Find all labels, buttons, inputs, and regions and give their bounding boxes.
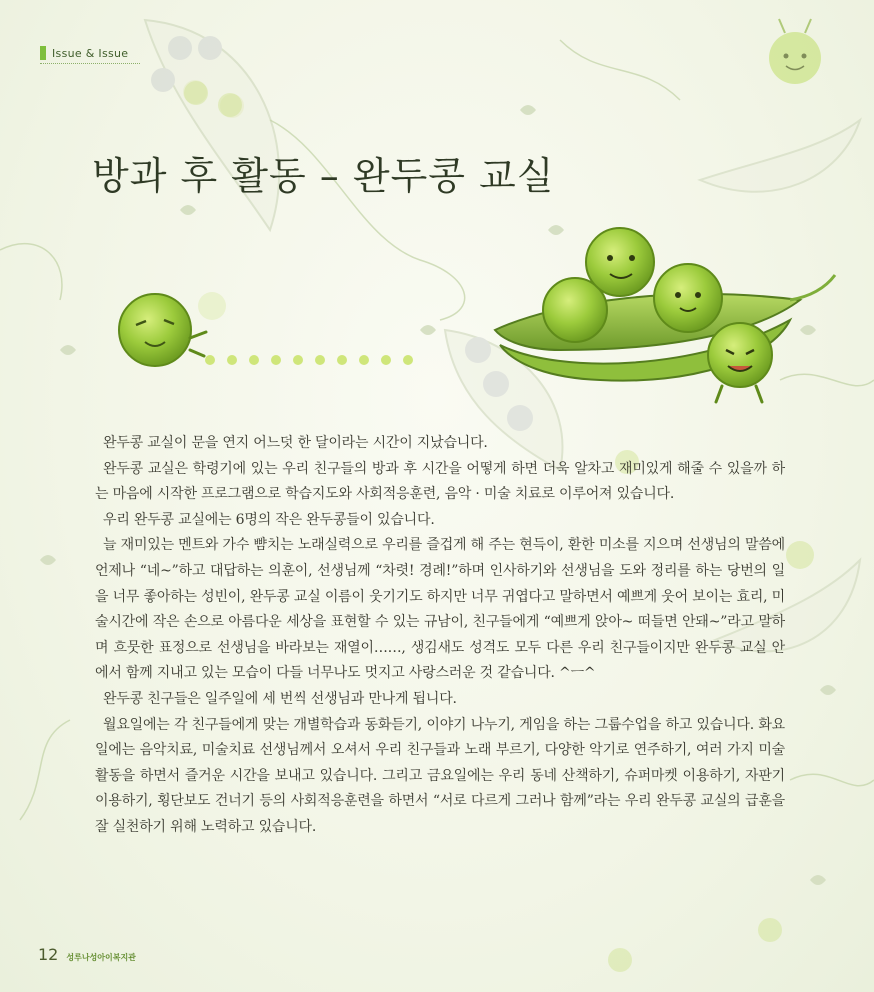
- paragraph: 완두콩 교실은 학령기에 있는 우리 친구들의 방과 후 시간을 어떻게 하면 더욱 알차고 재미있게 해줄 수 있을까 하는 마음에 시작한 프로그램으로 학습지도와 사회적응훈련, 음악 · 미술 치료로 이루어져 있습니다.: [95, 460, 785, 503]
- article-body: [95, 431, 785, 841]
- section-marker: [40, 46, 46, 60]
- pea-character-icon-running: [119, 292, 226, 366]
- paragraph: 완두콩 친구들은 일주일에 세 번씩 선생님과 만나게 됩니다.: [103, 690, 457, 707]
- section-tag: [40, 44, 128, 62]
- pea-character-icon-right: [708, 323, 772, 402]
- publication-name: 성루나성아이복지관: [66, 953, 136, 962]
- paragraph: 늘 재미있는 멘트와 가수 뺨치는 노래실력으로 우리를 즐겁게 해 주는 현득이, 환한 미소를 지으며 선생님의 말씀에 언제나 “네~”하고 대답하는 의훈이, 선생님께 “차렷! 경례!”하며 인사하기와 선생님을 도와 정리를 하는 당번의 일을 너무 좋아하는 성빈이, 완두콩 교실 이름이 웃기기도 하지만 너무 귀엽다고 말하면서 예쁘게 웃어 보이는 효리, 미술시간에 작은 손으로 아름다운 세상을 표현할 수 있는 규남이, 친구들에게 “예쁘게 앉아~ 떠들면 안돼~”라고 말하며 흐뭇한 표정으로 선생님을 바라보는 재열이……, 생김새도 성격도 모두 다른 우리 친구들이지만 완두콩 교실 안에서 함께 지내고 있는 모습이 다들 너무나도 멋지고 사랑스러운 것 같습니다. ^ㅡ^: [95, 537, 785, 682]
- page-title: 방과 후 활동 – 완두콩 교실: [92, 154, 555, 199]
- page-number: 12: [38, 945, 59, 964]
- section-label: Issue & Issue: [52, 46, 129, 60]
- pea-character-icon-top-right: [769, 19, 821, 84]
- paragraph: 월요일에는 각 친구들에게 맞는 개별학습과 동화듣기, 이야기 나누기, 게임을 하는 그룹수업을 하고 있습니다. 화요일에는 음악치료, 미술치료 선생님께서 오셔서 우리 친구들과 노래 부르기, 다양한 악기로 연주하기, 여러 가지 미술활동을 하면서 즐거운 시간을 보내고 있습니다. 그리고 금요일에는 우리 동네 산책하기, 슈퍼마켓 이용하기, 자판기 이용하기, 횡단보도 건너기 등의 사회적응훈련을 하면서 “서로 다르게 그러나 함께”라는 우리 완두콩 교실의 급훈을 잘 실천하기 위해 노력하고 있습니다.: [95, 716, 785, 835]
- pea-pod-illustration: [495, 228, 835, 381]
- section-divider: [40, 63, 140, 64]
- page-footer: [38, 945, 136, 964]
- paragraph: 완두콩 교실이 문을 연지 어느덧 한 달이라는 시간이 지났습니다.: [103, 435, 488, 451]
- paragraph: 우리 완두콩 교실에는 6명의 작은 완두콩들이 있습니다.: [103, 511, 435, 528]
